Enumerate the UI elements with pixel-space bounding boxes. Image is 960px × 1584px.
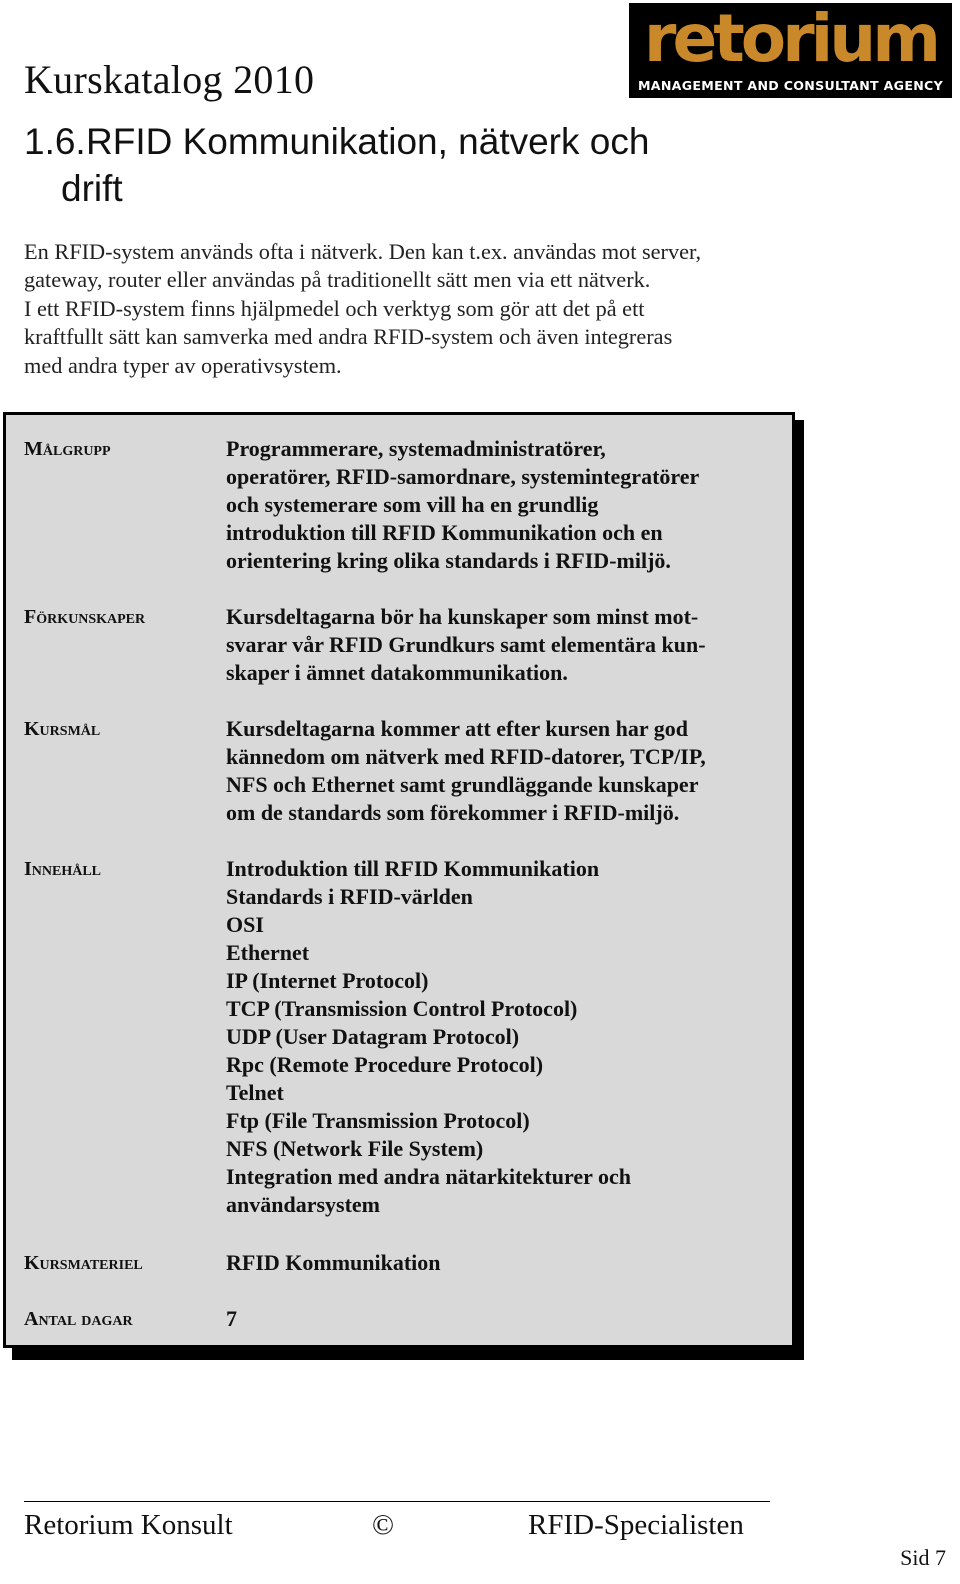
intro-line: En RFID-system används ofta i nätverk. Den kan t.ex. användas mot server, bbox=[24, 239, 702, 264]
antal-dagar-value: 7 bbox=[226, 1306, 237, 1331]
retorium-logo bbox=[629, 0, 952, 98]
section-title-line-1: RFID Kommunikation, nätverk och bbox=[86, 121, 650, 162]
malgrupp-line: och systemerare som vill ha en grundlig bbox=[226, 492, 599, 517]
kursmal-line: kännedom om nätverk med RFID-datorer, TCP/IP, bbox=[226, 744, 706, 769]
malgrupp-line: Programmerare, systemadministratörer, bbox=[226, 436, 606, 461]
kursmal-label: Kursmål bbox=[24, 718, 101, 740]
copyright-icon: © bbox=[372, 1509, 395, 1541]
kursmal-line: NFS och Ethernet samt grundläggande kunskaper bbox=[226, 772, 699, 797]
kursmateriel-line: RFID Kommunikation bbox=[226, 1250, 441, 1275]
innehall-label: Innehåll bbox=[24, 858, 102, 880]
kursmateriel-label: Kursmateriel bbox=[24, 1252, 143, 1274]
intro-line: gateway, router eller användas på traditionellt sätt men via ett nätverk. bbox=[24, 267, 651, 293]
innehall-item: OSI bbox=[226, 912, 264, 937]
forkunskaper-line: svarar vår RFID Grundkurs samt elementära kun- bbox=[226, 632, 706, 657]
malgrupp-label: Målgrupp bbox=[24, 438, 111, 460]
kursmal-line: Kursdeltagarna kommer att efter kursen har god bbox=[226, 716, 688, 741]
catalog-title: Kurskatalog 2010 bbox=[24, 57, 315, 102]
innehall-item: Telnet bbox=[226, 1080, 284, 1105]
innehall-item: UDP (User Datagram Protocol) bbox=[226, 1024, 520, 1049]
malgrupp-line: orientering kring olika standards i RFID-miljö. bbox=[226, 548, 671, 573]
logo-wordmark: retorium bbox=[643, 0, 938, 77]
innehall-item: Ftp (File Transmission Protocol) bbox=[226, 1108, 530, 1133]
page-number: Sid 7 bbox=[900, 1545, 946, 1570]
antal-dagar-label: Antal dagar bbox=[24, 1308, 133, 1330]
kursmal-line: om de standards som förekommer i RFID-miljö. bbox=[226, 800, 680, 825]
kursmateriel-value bbox=[226, 1249, 786, 1277]
forkunskaper-line: Kursdeltagarna bör ha kunskaper som minst mot- bbox=[226, 604, 699, 629]
intro-line: med andra typer av operativsystem. bbox=[24, 352, 342, 378]
malgrupp-line: introduktion till RFID Kommunikation och en bbox=[226, 520, 663, 545]
innehall-value bbox=[226, 855, 786, 1219]
innehall-item: Rpc (Remote Procedure Protocol) bbox=[226, 1052, 544, 1077]
logo-tagline: MANAGEMENT AND CONSULTANT AGENCY bbox=[637, 78, 944, 93]
innehall-item: Introduktion till RFID Kommunikation bbox=[226, 856, 600, 881]
innehall-item: Ethernet bbox=[226, 940, 310, 965]
footer-brand: RFID-Specialisten bbox=[528, 1509, 744, 1541]
innehall-item: TCP (Transmission Control Protocol) bbox=[226, 996, 578, 1021]
section-title-line-2: drift bbox=[61, 168, 123, 209]
intro-line: kraftfullt sätt kan samverka med andra RFID-system och även integreras bbox=[24, 324, 673, 350]
innehall-item: IP (Internet Protocol) bbox=[226, 968, 429, 993]
footer-rule bbox=[24, 1501, 770, 1502]
intro-line: I ett RFID-system finns hjälpmedel och verktyg som gör att det på ett bbox=[24, 295, 645, 321]
innehall-item: Integration med andra nätarkitekturer och bbox=[226, 1164, 631, 1189]
malgrupp-value bbox=[226, 435, 786, 575]
kursmal-value bbox=[226, 715, 786, 827]
footer-company: Retorium Konsult bbox=[24, 1509, 233, 1541]
intro-paragraph bbox=[24, 238, 784, 380]
innehall-item: Standards i RFID-världen bbox=[226, 884, 473, 909]
innehall-item: NFS (Network File System) bbox=[226, 1136, 484, 1161]
section-number: 1.6. bbox=[24, 121, 86, 162]
section-title bbox=[24, 118, 784, 212]
innehall-item: användarsystem bbox=[226, 1192, 381, 1217]
forkunskaper-line: skaper i ämnet datakommunikation. bbox=[226, 660, 568, 685]
malgrupp-line: operatörer, RFID-samordnare, systemintegratörer bbox=[226, 464, 700, 489]
forkunskaper-label: Förkunskaper bbox=[24, 606, 146, 628]
forkunskaper-value bbox=[226, 603, 786, 687]
